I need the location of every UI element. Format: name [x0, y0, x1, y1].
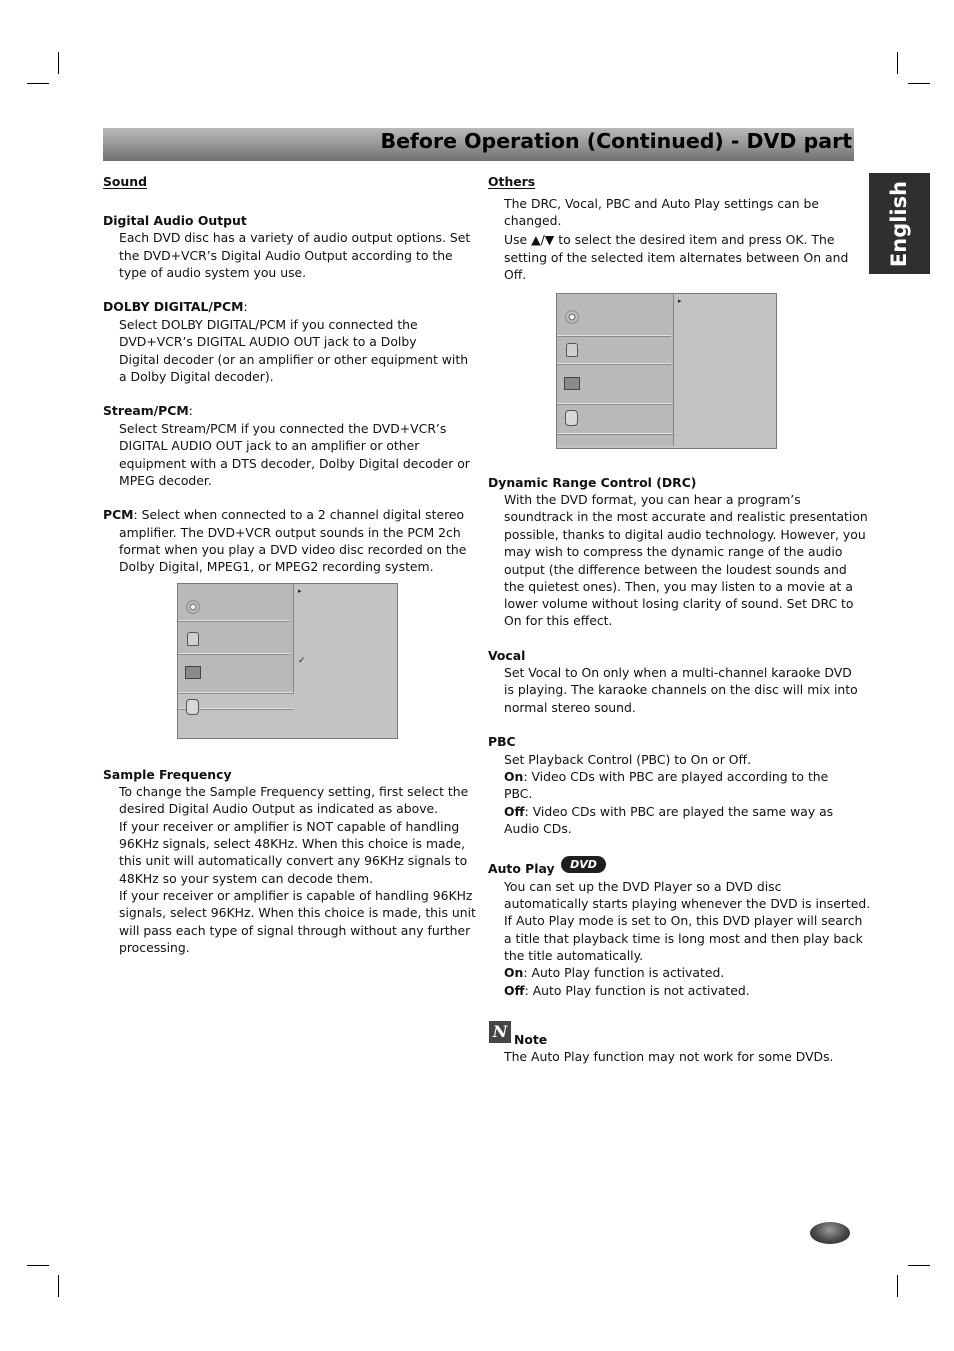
setup-menu-screenshot — [177, 583, 398, 739]
text-line: type of audio system you use. — [119, 265, 307, 280]
menu-row — [178, 653, 290, 655]
text-line: PBC. — [504, 786, 533, 801]
crop-mark — [897, 52, 898, 74]
text-line: lower volume without losing clarity of sound. Set DRC to — [504, 596, 854, 611]
crop-mark — [897, 1275, 898, 1297]
text-line: signals, select 96KHz. When this choice is made, this unit — [119, 905, 476, 920]
off-text: : Video CDs with PBC are played the same way as — [524, 804, 834, 819]
text-line: the DVD+VCR’s Digital Audio Output according to the — [119, 248, 453, 263]
text-line: a Dolby Digital decoder). — [119, 369, 274, 384]
note-icon: N — [489, 1021, 511, 1043]
auto-play-off-line — [504, 982, 750, 999]
check-icon: ✓ — [298, 656, 306, 666]
text-line: Off. — [504, 267, 527, 282]
auto-play-heading: Auto Play — [488, 861, 555, 876]
text-line: Each DVD disc has a variety of audio output options. Set — [119, 230, 471, 245]
text-line: If your receiver or amplifier is NOT capable of handling — [119, 819, 460, 834]
text-line: will pass each type of signal through without any further — [119, 923, 471, 938]
vocal-heading: Vocal — [488, 648, 526, 663]
text-line: The DRC, Vocal, PBC and Auto Play settings can be — [504, 196, 819, 211]
arrow-right-icon: ▸ — [298, 587, 302, 595]
text-line: 48KHz so your system can decode them. — [119, 871, 374, 886]
off-label: Off — [504, 983, 525, 998]
page-number-oval — [810, 1222, 850, 1244]
on-text: : Video CDs with PBC are played according to the — [523, 769, 829, 784]
text-line: On for this effect. — [504, 613, 613, 628]
pbc-on-line — [504, 768, 828, 785]
lock-icon — [566, 343, 578, 357]
text-line: a title that playback time is long most and then play back — [504, 931, 863, 946]
text-line: setting of the selected item alternates between On and — [504, 250, 849, 265]
language-tab — [869, 173, 930, 274]
text-line: the quietest ones). Then, you may listen to a movie at a — [504, 579, 853, 594]
text-line: Set Vocal to On only when a multi-channel karaoke DVD — [504, 665, 852, 680]
on-label: On — [504, 769, 524, 784]
text-line: the title automatically. — [504, 948, 644, 963]
note-text: The Auto Play function may not work for some DVDs. — [504, 1049, 834, 1064]
off-text: : Auto Play function is not activated. — [524, 983, 750, 998]
text-line: processing. — [119, 940, 190, 955]
text-line: With the DVD format, you can hear a program’s — [504, 492, 801, 507]
text-line: To change the Sample Frequency setting, first select the — [119, 784, 469, 799]
text-line: DIGITAL AUDIO OUT jack to an amplifier or other — [119, 438, 420, 453]
disc-icon — [186, 600, 200, 614]
crop-mark — [58, 1275, 59, 1297]
text-line: MPEG decoder. — [119, 473, 212, 488]
text-line: If Auto Play mode is set to On, this DVD player will search — [504, 913, 863, 928]
text-line: You can set up the DVD Player so a DVD disc — [504, 879, 782, 894]
language-tab-label: English — [887, 180, 911, 268]
on-label: On — [504, 965, 524, 980]
text-line: equipment with a DTS decoder, Dolby Digital decoder or — [119, 456, 470, 471]
text-line: possible, thanks to digital audio technology. However, you — [504, 527, 866, 542]
text-line: may wish to compress the dynamic range of the audio — [504, 544, 843, 559]
menu-row — [557, 363, 671, 365]
header-bar — [103, 128, 854, 161]
pcm-first-line: : Select when connected to a 2 channel digital stereo — [133, 507, 465, 522]
text-line: Set Playback Control (PBC) to On or Off. — [504, 752, 752, 767]
crop-mark — [27, 1265, 49, 1266]
sample-frequency-heading: Sample Frequency — [103, 767, 232, 782]
pbc-off-line — [504, 803, 833, 820]
text-line: format when you play a DVD video disc recorded on the — [119, 542, 467, 557]
text-line: Dolby Digital, MPEG1, or MPEG2 recording system. — [119, 559, 434, 574]
auto-play-on-line — [504, 964, 724, 981]
menu-row — [178, 692, 293, 694]
crop-mark — [58, 52, 59, 74]
colon: : — [188, 403, 193, 418]
crop-mark — [908, 83, 930, 84]
text-line: soundtrack in the most accurate and realistic presentation — [504, 509, 868, 524]
text-line: Select DOLBY DIGITAL/PCM if you connected the — [119, 317, 418, 332]
crop-mark — [908, 1265, 930, 1266]
dolby-heading: DOLBY DIGITAL/PCM — [103, 299, 244, 314]
page-title: Before Operation (Continued) - DVD part — [380, 129, 852, 153]
disc-icon — [565, 310, 579, 324]
on-text: : Auto Play function is activated. — [523, 965, 725, 980]
text-line: Audio CDs. — [504, 821, 572, 836]
dolby-heading-line — [103, 298, 248, 315]
text-line: changed. — [504, 213, 562, 228]
text-line: DVD+VCR’s DIGITAL AUDIO OUT jack to a Dolby — [119, 334, 417, 349]
note-heading: Note — [514, 1032, 548, 1047]
pbc-heading: PBC — [488, 734, 516, 749]
others-section-title: Others — [488, 174, 536, 189]
text-line: automatically starts playing whenever the DVD is inserted. — [504, 896, 871, 911]
person-icon — [565, 410, 578, 426]
digital-audio-output-heading: Digital Audio Output — [103, 213, 247, 228]
text-line: amplifier. The DVD+VCR output sounds in the PCM 2ch — [119, 525, 461, 540]
dvd-badge: DVD — [561, 856, 606, 873]
pcm-heading: PCM — [103, 507, 134, 522]
text-line: If your receiver or amplifier is capable of handling 96KHz — [119, 888, 473, 903]
lock-icon — [187, 632, 199, 646]
text-line: is playing. The karaoke channels on the disc will mix into — [504, 682, 858, 697]
menu-row — [178, 620, 290, 622]
menu-row — [557, 433, 673, 435]
pcm-heading-line — [103, 506, 464, 523]
off-label: Off — [504, 804, 525, 819]
others-menu-screenshot — [556, 293, 777, 449]
person-icon — [186, 699, 199, 715]
text-line: Digital decoder (or an amplifier or other equipment with — [119, 352, 469, 367]
text-line: 96KHz signals, select 48KHz. When this choice is made, — [119, 836, 466, 851]
text-line: Use ▲/▼ to select the desired item and press OK. The — [504, 232, 835, 247]
stream-heading-line — [103, 402, 193, 419]
text-line: Select Stream/PCM if you connected the DVD+VCR’s — [119, 421, 447, 436]
colon: : — [243, 299, 248, 314]
menu-row — [557, 403, 673, 405]
crop-mark — [27, 83, 49, 84]
text-line: this unit will automatically convert any 96KHz signals to — [119, 853, 468, 868]
arrow-right-icon: ▸ — [678, 297, 682, 305]
text-line: desired Digital Audio Output as indicated as above. — [119, 801, 439, 816]
film-icon — [185, 666, 201, 679]
text-line: normal stereo sound. — [504, 700, 636, 715]
sound-section-title: Sound — [103, 174, 147, 189]
stream-heading: Stream/PCM — [103, 403, 189, 418]
drc-heading: Dynamic Range Control (DRC) — [488, 475, 697, 490]
text-line: output (the difference between the loudest sounds and — [504, 562, 847, 577]
menu-row — [557, 335, 671, 337]
film-icon — [564, 377, 580, 390]
